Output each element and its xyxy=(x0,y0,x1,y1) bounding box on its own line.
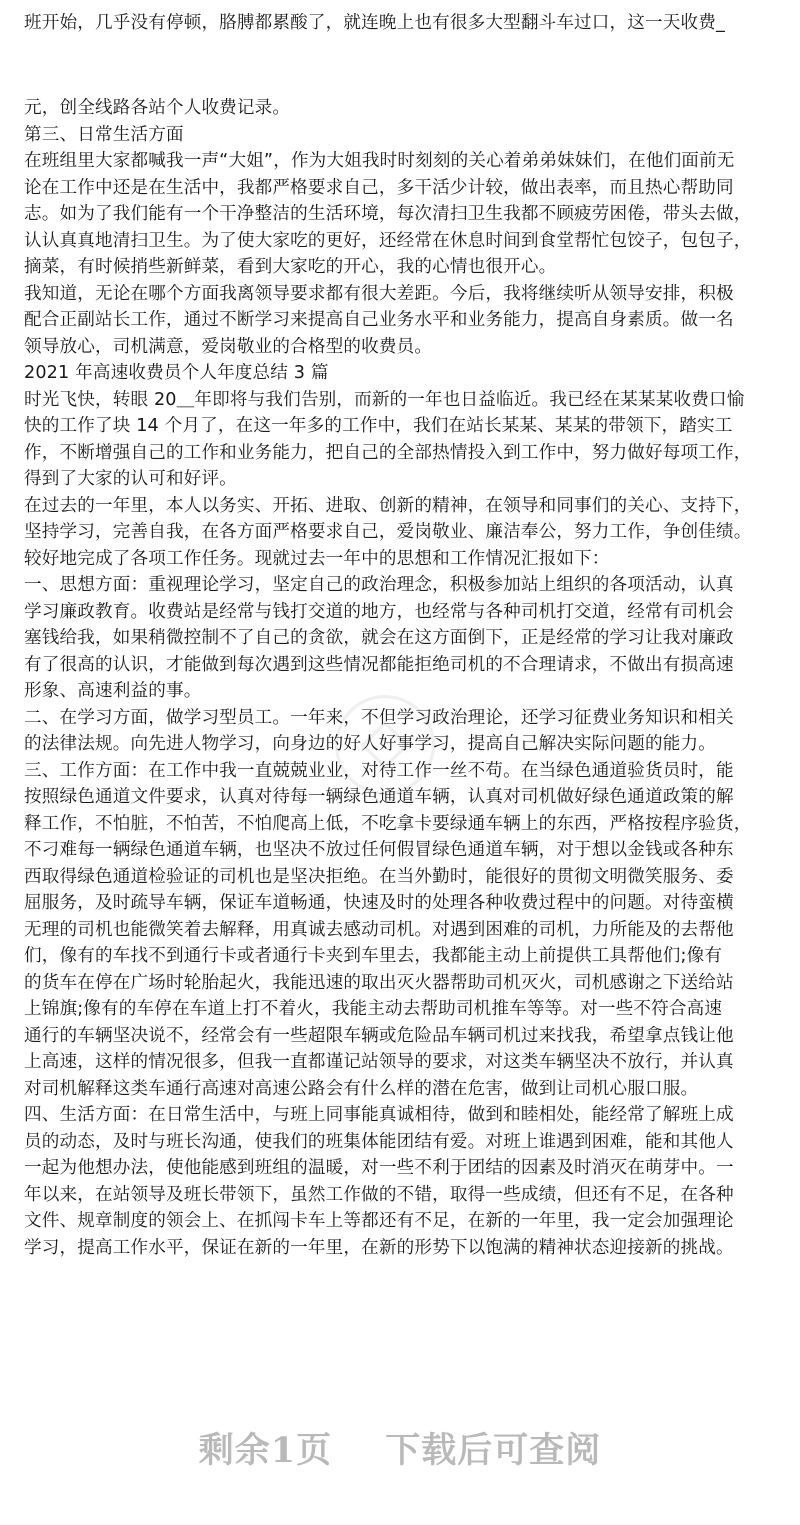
document-line: 按照绿色通道文件要求，认真对待每一辆绿色通道车辆，认真对司机做好绿色通道政策的解 xyxy=(24,787,734,807)
document-line: 们，像有的车找不到通行卡或者通行卡夹到车里去，我都能主动上前提供工具帮他们;像有 xyxy=(24,946,723,966)
document-line: 得到了大家的认可和好评。 xyxy=(24,469,237,489)
document-line: 文件、规章制度的领会上、在抓闯卡车上等都还有不足，在新的一年里，我一定会加强理论 xyxy=(24,1211,734,1231)
document-line: 第三、日常生活方面 xyxy=(24,125,184,145)
document-line: 的法律法规。向先进人物学习，向身边的好人好事学习，提高自己解决实际问题的能力。 xyxy=(24,734,717,754)
document-line: 我知道，无论在哪个方面我离领导要求都有很大差距。今后，我将继续听从领导安排，积极 xyxy=(24,284,734,304)
download-to-view-label: 下载后可查阅 xyxy=(385,1430,602,1471)
document-line: 认认真真地清扫卫生。为了使大家吃的更好，还经常在休息时间到食堂帮忙包饺子，包包子， xyxy=(24,231,752,251)
document-line: 西取得绿色通道检验证的司机也是坚决拒绝。在当外勤时，能很好的贯彻文明微笑服务、委 xyxy=(24,867,734,887)
document-line: 不刁难每一辆绿色通道车辆，也坚决不放过任何假冒绿色通道车辆，对于想以金钱或各种东 xyxy=(24,840,734,860)
document-line: 论在工作中还是在生活中，我都严格要求自己，多干活少计较，做出表率，而且热心帮助同 xyxy=(24,178,734,198)
document-line: 领导放心，司机满意，爱岗敬业的合格型的收费员。 xyxy=(24,337,433,357)
document-line: 摘菜，有时候捎些新鲜菜，看到大家吃的开心，我的心情也很开心。 xyxy=(24,257,557,277)
document-line: 一起为他想办法，使他能感到班组的温暖，对一些不利于团结的因素及时消灭在萌芽中。一 xyxy=(24,1158,734,1178)
document-line: 作，不断增强自己的工作和业务能力，把自己的全部热情投入到工作中，努力做好每项工作， xyxy=(24,443,752,463)
document-line: 元，创全线路各站个人收费记录。 xyxy=(24,98,291,118)
document-line: 无理的司机也能微笑着去解释，用真诚去感动司机。对遇到困难的司机，力所能及的去帮他 xyxy=(24,920,734,940)
document-line: 形象、高速利益的事。 xyxy=(24,681,202,701)
document-line: 的货车在停在广场时轮胎起火，我能迅速的取出灭火器帮助司机灭火，司机感谢之下送给站 xyxy=(24,973,734,993)
document-line: 塞钱给我，如果稍微控制不了自己的贪欲，就会在这方面倒下，正是经常的学习让我对廉政 xyxy=(24,628,734,648)
document-line: 一、思想方面：重视理论学习，坚定自己的政治理念，积极参加站上组织的各项活动，认真 xyxy=(24,575,734,595)
document-line: 释工作，不怕脏，不怕苦，不怕爬高上低，不吃拿卡要绿通车辆上的东西，严格按程序验货， xyxy=(24,814,752,834)
document-line: 上高速，这样的情况很多，但我一直都谨记站领导的要求，对这类车辆坚决不放行，并认真 xyxy=(24,1052,734,1072)
document-line: 有了很高的认识，才能做到每次遇到这些情况都能拒绝司机的不合理请求，不做出有损高速 xyxy=(24,655,734,675)
document-line: 2021 年高速收费员个人年度总结 3 篇 xyxy=(24,363,329,383)
document-line: 坚持学习，完善自我，在各方面严格要求自己，爱岗敬业、廉洁奉公，努力工作，争创佳绩。 xyxy=(24,522,752,542)
document-line: 班开始，几乎没有停顿，胳膊都累酸了，就连晚上也有很多大型翻斗车过口，这一天收费_ xyxy=(24,13,725,33)
document-line: 通行的车辆坚决说不，经常会有一些超限车辆或危险品车辆司机过来找我，希望拿点钱让他 xyxy=(24,1026,734,1046)
document-line: 快的工作了块 14 个月了，在这一年多的工作中，我们在站长某某、某某的带领下，踏实工 xyxy=(24,416,733,436)
document-line: 学习，提高工作水平，保证在新的一年里，在新的形势下以饱满的精神状态迎接新的挑战。 xyxy=(24,1238,734,1258)
document-line: 上锦旗;像有的车停在车道上打不着火，我能主动去帮助司机推车等等。对一些不符合高速 xyxy=(24,999,723,1019)
document-line: 屈服务，及时疏导车辆，保证车道畅通，快速及时的处理各种收费过程中的问题。对待蛮横 xyxy=(24,893,734,913)
remaining-pages-label: 剩余1页 xyxy=(198,1430,333,1471)
watermark-icon xyxy=(330,690,440,800)
document-line: 配合正副站长工作，通过不断学习来提高自己业务水平和业务能力，提高自身素质。做一名 xyxy=(24,310,734,330)
document-line: 对司机解释这类车通行高速对高速公路会有什么样的潜在危害，做到让司机心服口服。 xyxy=(24,1079,699,1099)
document-line: 较好地完成了各项工作任务。现就过去一年中的思想和工作情况汇报如下： xyxy=(24,549,610,569)
document-line: 在过去的一年里，本人以务实、开拓、进取、创新的精神，在领导和同事们的关心、支持下， xyxy=(24,496,752,516)
document-line: 四、生活方面：在日常生活中，与班上同事能真诚相待，做到和睦相处，能经常了解班上成 xyxy=(24,1105,734,1125)
document-line: 二、在学习方面，做学习型员工。一年来，不但学习政治理论，还学习征费业务知识和相关 xyxy=(24,708,734,728)
document-line: 员的动态，及时与班长沟通，使我们的班集体能团结有爱。对班上谁遇到困难，能和其他人 xyxy=(24,1132,734,1152)
document-line: 时光飞快，转眼 20＿年即将与我们告别，而新的一年也日益临近。我已经在某某某收费口愉 xyxy=(24,390,745,410)
document-line: 三、工作方面：在工作中我一直兢兢业业，对待工作一丝不苟。在当绿色通道验货员时，能 xyxy=(24,761,734,781)
download-banner[interactable] xyxy=(0,1423,800,1473)
document-line: 学习廉政教育。收费站是经常与钱打交道的地方，也经常与各种司机打交道，经常有司机会 xyxy=(24,602,734,622)
document-line: 在班组里大家都喊我一声“大姐”，作为大姐我时时刻刻的关心着弟弟妹妹们，在他们面前无 xyxy=(24,151,735,171)
document-line: 年以来，在站领导及班长带领下，虽然工作做的不错，取得一些成绩，但还有不足，在各种 xyxy=(24,1185,734,1205)
document-line: 志。如为了我们能有一个干净整洁的生活环境，每次清扫卫生我都不顾疲劳困倦，带头去做， xyxy=(24,204,752,224)
